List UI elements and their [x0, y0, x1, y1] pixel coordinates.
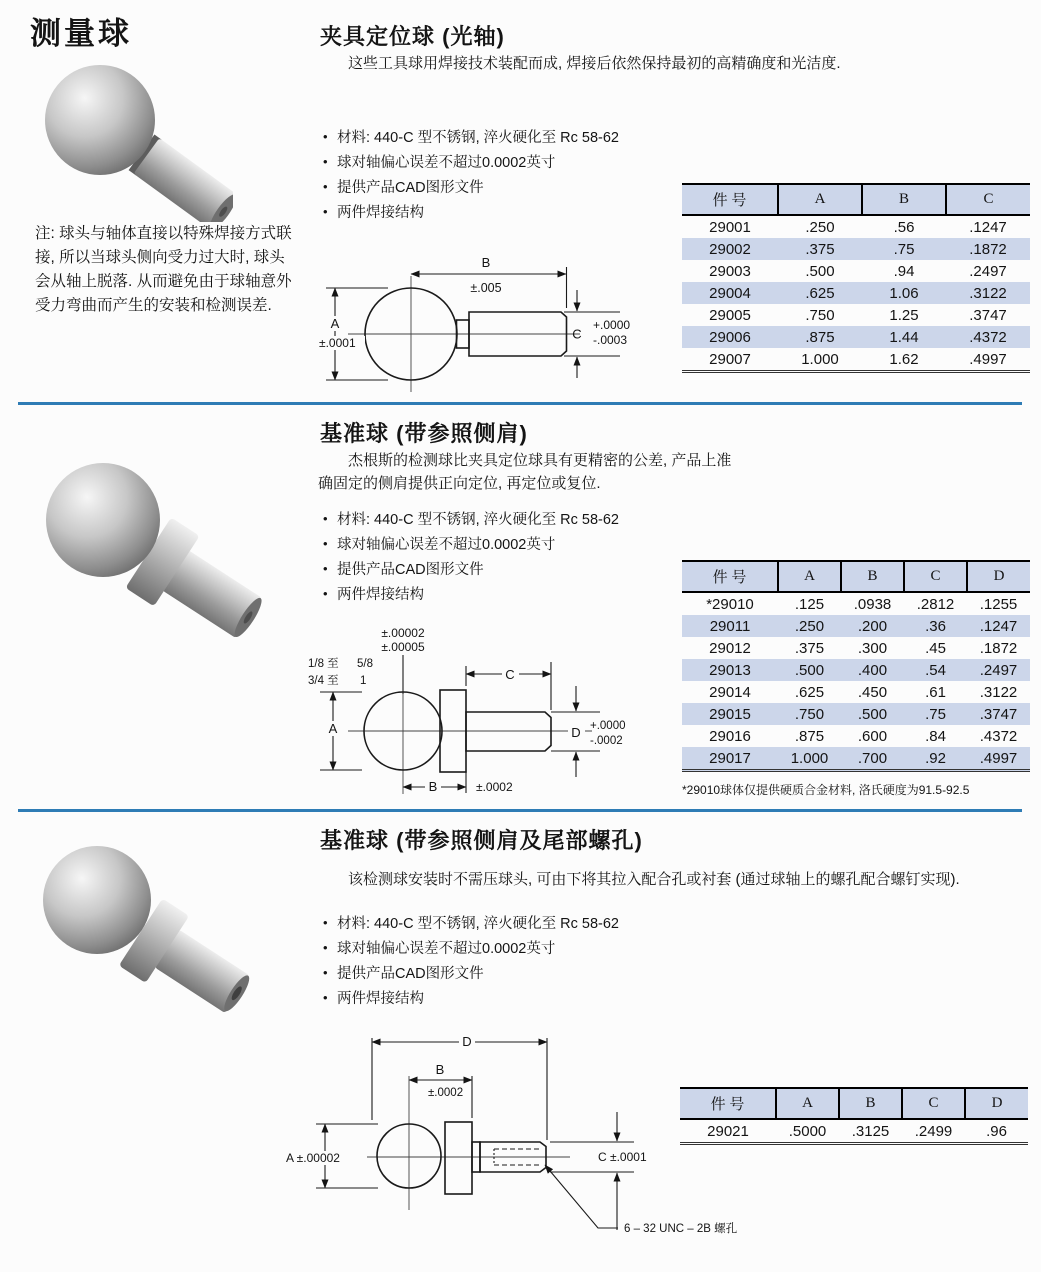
centerlines [367, 1076, 570, 1210]
table-cell: .61 [925, 683, 946, 701]
section-heading-datum-ball-shoulder: 基准球 (带参照侧肩) [320, 421, 528, 446]
table-row [682, 348, 1030, 372]
section-description: 该检测球安装时不需压球头, 可由下将其拉入配合孔或衬套 (通过球轴上的螺孔配合螺钉实现). [348, 871, 960, 888]
ball [46, 463, 160, 577]
centerlines [348, 686, 592, 794]
column-header: C [946, 184, 1030, 215]
table-cell: 1.44 [889, 328, 919, 346]
table-cell: .94 [893, 262, 915, 280]
dim-label-b: B [481, 255, 491, 270]
table-cell: .4372 [979, 727, 1018, 745]
dim-tol-a: ±.0001 [319, 336, 356, 350]
table-row [682, 637, 1030, 659]
bullet-item: • 材料: 440-C 型不锈钢, 淬火硬化至 Rc 58-62 [320, 508, 750, 533]
section-description: 这些工具球用焊接技术装配而成, 焊接后依然保持最初的高精确度和光洁度. [348, 55, 841, 72]
table-row [682, 747, 1030, 771]
table-cell: .2499 [914, 1122, 953, 1140]
bullet-item: • 两件焊接结构 [320, 201, 750, 226]
dim-label-b: B [435, 1062, 445, 1077]
table-cell: 29021 [707, 1122, 749, 1140]
bullet-item: • 材料: 440-C 型不锈钢, 淬火硬化至 Rc 58-62 [320, 912, 750, 937]
table-cell: .4997 [969, 350, 1007, 368]
table-cell: .375 [794, 639, 825, 657]
table-cell: .125 [794, 595, 825, 613]
column-header: A [776, 1088, 839, 1119]
thread-leader-line [545, 1165, 618, 1228]
spec-bullet-list [320, 912, 750, 1012]
table-cell: .56 [893, 218, 915, 236]
table-row [682, 681, 1030, 703]
size-range-2: 3/4 至 [308, 675, 339, 687]
table-cell: 29003 [709, 262, 751, 280]
column-header: 件 号 [682, 561, 778, 592]
table-cell: .500 [794, 661, 825, 679]
dim-label-d: D [462, 1034, 472, 1049]
table-cell: .92 [925, 749, 946, 767]
table-cell: 29014 [709, 683, 751, 701]
dim-tol-b: ±.005 [470, 281, 502, 295]
dim-tol-b: ±.0002 [476, 780, 513, 794]
dim-label-c: C [572, 326, 582, 342]
table-cell: 1.000 [790, 749, 829, 767]
bullet-item: • 两件焊接结构 [320, 583, 750, 608]
shoulder-outline [445, 1122, 472, 1194]
column-header: B [841, 561, 904, 592]
table-footnote: *29010球体仅提供硬质合金材料, 洛氏硬度为91.5-92.5 [682, 783, 970, 797]
bullet-item: • 提供产品CAD图形文件 [320, 558, 750, 583]
table-cell: 29015 [709, 705, 751, 723]
dimension-drawing-threaded [282, 1032, 782, 1267]
column-header: D [967, 561, 1030, 592]
table-cell: .250 [794, 617, 825, 635]
table-cell: .500 [857, 705, 888, 723]
column-header: 件 号 [680, 1088, 776, 1119]
table-cell: .1247 [969, 218, 1007, 236]
table-cell: .400 [857, 661, 888, 679]
column-header: A [778, 561, 841, 592]
table-cell: .1255 [979, 595, 1018, 613]
section-heading-datum-ball-threaded: 基准球 (带参照侧肩及尾部螺孔) [320, 828, 643, 853]
size-range-2-value: 1 [360, 675, 367, 687]
bullet-item: • 材料: 440-C 型不锈钢, 淬火硬化至 Rc 58-62 [320, 126, 750, 151]
column-header: B [862, 184, 946, 215]
table-row [682, 659, 1030, 681]
table-cell: 29002 [709, 240, 751, 258]
dim-label-d: D [571, 725, 581, 740]
table-cell: .1872 [979, 639, 1018, 657]
table-cell: 1.06 [889, 284, 919, 302]
column-header: 件 号 [682, 184, 778, 215]
table-cell: .2812 [916, 595, 955, 613]
product-photo-shoulder-ball [25, 445, 265, 645]
table-cell: .96 [986, 1122, 1007, 1140]
table-cell: .3122 [979, 683, 1018, 701]
dim-label-c: C [505, 667, 515, 682]
table-cell: .250 [805, 218, 835, 236]
product-photo-shoulder-ball-threaded [25, 830, 260, 1015]
table-cell: 29005 [709, 306, 751, 324]
dim-label-b: B [428, 779, 438, 794]
table-row [682, 703, 1030, 725]
table-cell: .375 [805, 240, 835, 258]
table-cell: .2497 [969, 262, 1007, 280]
product-photo-plain-shank-ball [28, 52, 233, 222]
table-cell: 29017 [709, 749, 751, 767]
shank-outline [466, 712, 551, 751]
tolerance-large: ±.00005 [381, 640, 425, 654]
table-row [682, 215, 1030, 238]
dim-tol-c-minus: -.0003 [593, 333, 628, 347]
dim-label-a: A [330, 316, 340, 331]
table-header-row [682, 184, 1030, 215]
side-note: 注: 球头与轴体直接以特殊焊接方式联接, 所以当球头侧向受力过大时, 球头会从轴上脱落. 从而避免由于球轴意外受力弯曲而产生的安装和检测误差. [35, 225, 292, 315]
table-cell: .3747 [969, 306, 1007, 324]
table-cell: .600 [857, 727, 888, 745]
dim-tol-d-minus: -.0002 [590, 735, 623, 747]
bullet-item: • 两件焊接结构 [320, 987, 750, 1012]
table-row [682, 238, 1030, 260]
table-cell: *29010 [706, 595, 754, 613]
ball [45, 65, 155, 175]
table-row [680, 1119, 1028, 1144]
bullet-item: • 球对轴偏心误差不超过0.0002英寸 [320, 151, 750, 176]
table-cell: .84 [925, 727, 946, 745]
table-cell: .300 [857, 639, 888, 657]
thread-spec-label: 6 – 32 UNC – 2B 螺孔 [624, 1223, 738, 1235]
table-cell: .36 [925, 617, 946, 635]
dim-tol-b: ±.0002 [428, 1087, 464, 1099]
table-row [682, 615, 1030, 637]
table-cell: 29012 [709, 639, 751, 657]
table-cell: 29011 [709, 617, 751, 635]
column-header: B [839, 1088, 902, 1119]
table-row [682, 304, 1030, 326]
section-description: 杰根斯的检测球比夹具定位球具有更精密的公差, 产品上准确固定的侧肩提供正向定位, 再定位或复位. [318, 452, 732, 493]
parts-table-datum-ball-shoulder [682, 560, 1030, 772]
dimension-drawing-shoulder [300, 622, 645, 807]
dimension-drawing-plain-shank [318, 250, 653, 398]
table-cell: .45 [925, 639, 946, 657]
table-cell: 1.000 [801, 350, 839, 368]
table-cell: 29001 [709, 218, 751, 236]
parts-table-datum-ball-threaded [680, 1087, 1028, 1145]
table-row [682, 260, 1030, 282]
table-cell: .875 [794, 727, 825, 745]
table-cell: .3747 [979, 705, 1018, 723]
bullet-item: • 球对轴偏心误差不超过0.0002英寸 [320, 937, 750, 962]
dim-label-a: A [328, 721, 338, 736]
bullet-item: • 提供产品CAD图形文件 [320, 962, 750, 987]
table-cell: .1247 [979, 617, 1018, 635]
table-header-row [680, 1088, 1028, 1119]
table-cell: .75 [925, 705, 946, 723]
table-cell: .2497 [979, 661, 1018, 679]
table-cell: .450 [857, 683, 888, 701]
table-cell: 1.25 [889, 306, 919, 324]
table-cell: .4997 [979, 749, 1018, 767]
section-divider [18, 402, 1022, 405]
table-cell: .750 [805, 306, 835, 324]
ball [43, 846, 151, 954]
tolerance-small: ±.00002 [381, 626, 425, 640]
table-cell: .0938 [853, 595, 892, 613]
table-cell: 29016 [709, 727, 751, 745]
table-cell: .3122 [969, 284, 1007, 302]
table-cell: .750 [794, 705, 825, 723]
section-divider [18, 809, 1022, 812]
table-cell: .4372 [969, 328, 1007, 346]
table-cell: .3125 [851, 1122, 890, 1140]
column-header: C [902, 1088, 965, 1119]
table-cell: .75 [893, 240, 915, 258]
dim-tol-c-plus: +.0000 [593, 318, 631, 332]
table-header-row [682, 561, 1030, 592]
column-header: C [904, 561, 967, 592]
size-range-1: 1/8 至 [308, 658, 339, 670]
table-cell: .700 [857, 749, 888, 767]
bullet-item: • 球对轴偏心误差不超过0.0002英寸 [320, 533, 750, 558]
table-cell: 29007 [709, 350, 751, 368]
dim-label-c: C ±.0001 [598, 1150, 647, 1164]
page-title: 测量球 [30, 16, 132, 51]
column-header: D [965, 1088, 1028, 1119]
table-cell: .5000 [788, 1122, 827, 1140]
parts-table-fixture-ball [682, 183, 1030, 373]
table-cell: 29006 [709, 328, 751, 346]
table-cell: .500 [805, 262, 835, 280]
column-header: A [778, 184, 862, 215]
table-row [682, 592, 1030, 615]
table-cell: 29013 [709, 661, 751, 679]
dim-label-a: A ±.00002 [286, 1151, 340, 1165]
table-cell: 29004 [709, 284, 751, 302]
table-cell: .625 [794, 683, 825, 701]
table-cell: .200 [857, 617, 888, 635]
table-row [682, 326, 1030, 348]
table-row [682, 725, 1030, 747]
table-cell: .875 [805, 328, 835, 346]
size-range-1-value: 5/8 [357, 658, 373, 670]
dim-tol-d-plus: +.0000 [590, 720, 626, 732]
table-cell: 1.62 [889, 350, 919, 368]
table-cell: .54 [925, 661, 946, 679]
centerlines [348, 276, 580, 392]
table-row [682, 282, 1030, 304]
table-cell: .1872 [969, 240, 1007, 258]
bullet-item: • 提供产品CAD图形文件 [320, 176, 750, 201]
table-cell: .625 [805, 284, 835, 302]
section-heading-fixture-ball: 夹具定位球 (光轴) [320, 24, 505, 49]
